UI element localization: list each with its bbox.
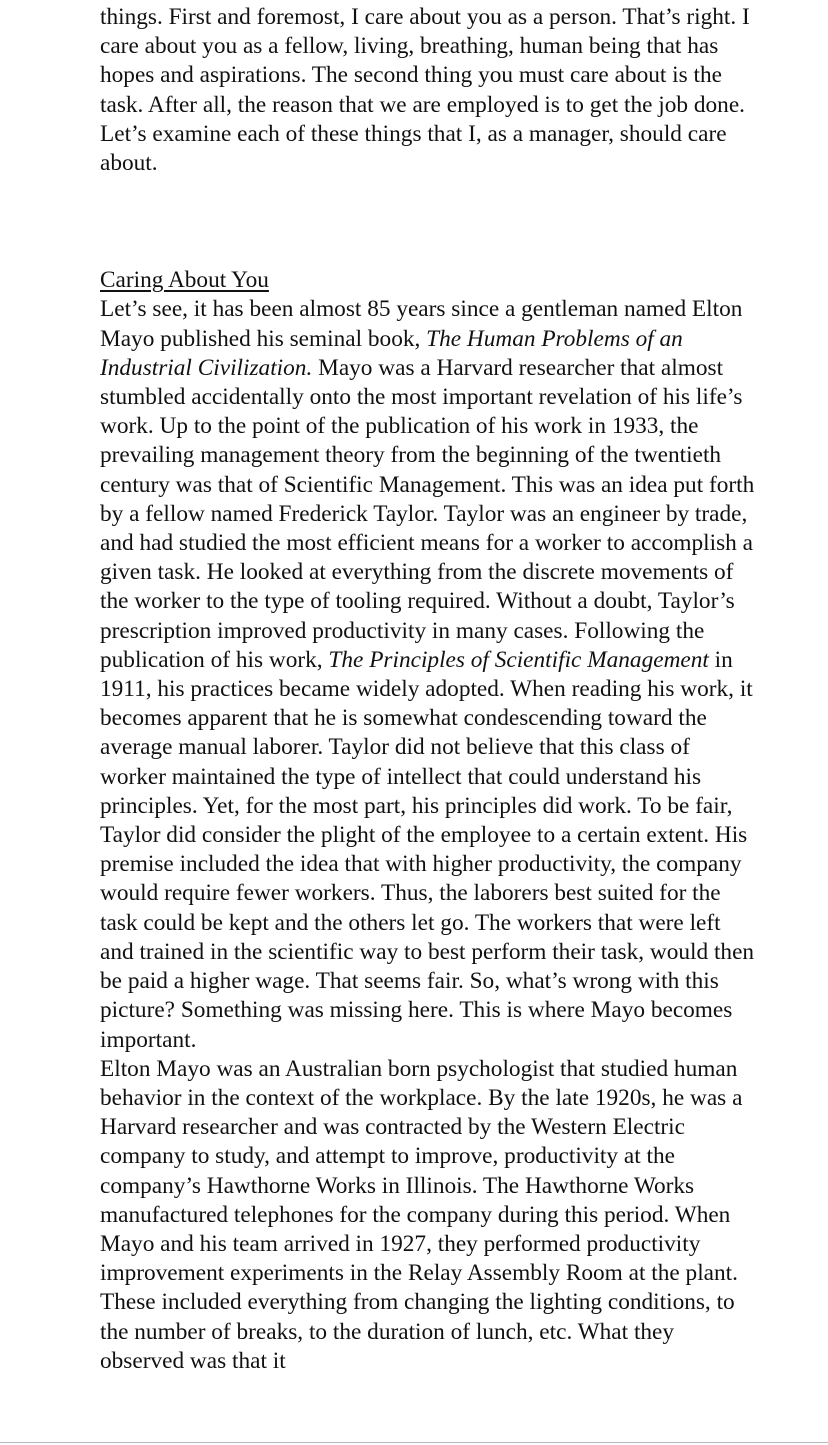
document-page [100,3,760,1376]
page-bottom-edge [0,1442,828,1443]
intro-paragraph: things. First and foremost, I care about you as a person. That’s right. I care about you as a fellow, living, breathing, human being that has hopes and aspirations. The second thing you must care about is the task. After all, the reason that we are employed is to get the job done. Let’s examine each of these things that I, as a manager, should care about. [100,4,750,177]
body-paragraph-mayo: Elton Mayo was an Australian born psychologist that studied human behavior in the context of the workplace. By the late 1920s, he was a Harvard researcher and was contracted by the Western Electric company to study, and attempt to improve, productivity at the company’s Hawthorne Works in Illinois. The Hawthorne Works manufactured telephones for the company during this period. When Mayo and his team arrived in 1927, they performed productivity improvement experiments in the Relay Assembly Room at the plant. These included everything from changing the lighting conditions, to the number of breaks, to the duration of lunch, etc. What they observed was that it [100,1055,743,1374]
paragraph-text: Mayo was a Harvard researcher that almost stumbled accidentally onto the most important revelation of his life’s work. Up to the point of the publication of his work in 1933, the prevailing management theory from the beginning of the twentieth century was that of Scientific Management. This was an idea put forth by a fellow named Frederick Taylor. Taylor was an engineer by trade, and had studied the most efficient means for a worker to accomplish a given task. He looked at everything from the discrete movements of the worker to the type of tooling required. Without a doubt, Taylor’s prescription improved productivity in many cases. Following the publication of his work, [100,354,755,673]
section-heading: Caring About You [100,267,269,294]
paragraph-text: Let’s see, it has been almost 85 years since a gentleman named Elton Mayo published his seminal book, [100,296,743,352]
paragraph-text: in 1911, his practices became widely adopted. When reading his work, it becomes apparent that he is somewhat condescending toward the average manual laborer. Taylor did not believe that this class of worker maintained the type of intellect that could understand his principles. Yet, for the most part, his principles did work. To be fair, Taylor did consider the plight of the employee to a certain extent. His premise included the idea that with higher productivity, the company would require fewer workers. Thus, the laborers best suited for the task could be kept and the others let go. The workers that were left and trained in the scientific way to best perform their task, would then be paid a higher wage. That seems fair. So, what’s wrong with this picture? Something was missing here. This is where Mayo becomes important. [100,646,755,1053]
body-paragraph-taylor [100,295,760,1054]
book-title-scientific-management: The Principles of Scientific Management [328,646,709,673]
section-spacer [100,178,760,266]
book-title-human-problems: The Human Problems of an Industrial Civilization. [100,325,683,381]
